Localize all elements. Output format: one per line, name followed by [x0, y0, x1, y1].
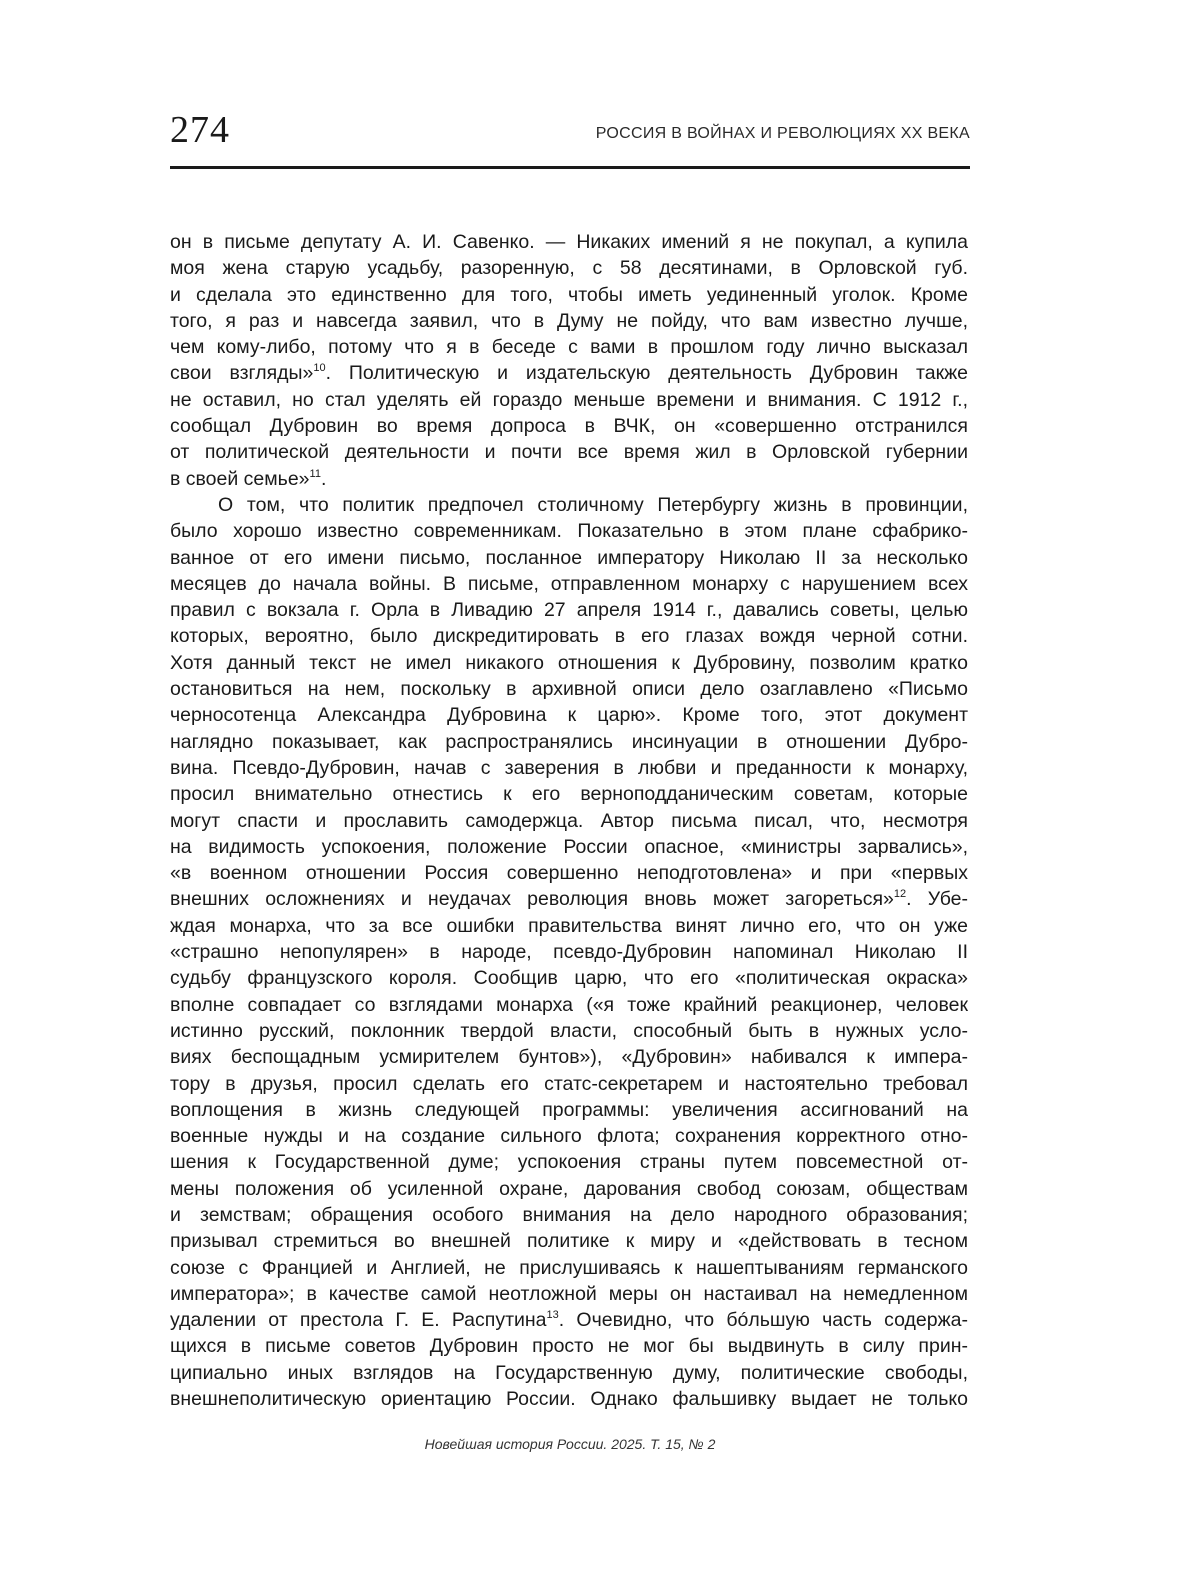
- text-line: [170, 1281, 968, 1307]
- text-line: [170, 781, 968, 807]
- line-text: от политической деятельности и почти все время жил в Орловской губернии: [170, 441, 968, 464]
- line-text: остановиться на нем, поскольку в архивной описи дело озаглавлено «Письмо: [170, 678, 968, 701]
- text-line: [170, 413, 968, 439]
- line-text: ванное от его имени письмо, посланное императору Николаю II за несколько: [170, 546, 968, 569]
- line-text: военные нужды и на создание сильного флота; сохранения корректного отно-: [170, 1125, 968, 1148]
- text-line: [170, 597, 968, 623]
- line-text: удалении от престола Г. Е. Распутина: [170, 1309, 547, 1332]
- line-text: ципиально иных взглядов на Государственную думу, политические свободы,: [170, 1361, 968, 1384]
- text-line: [170, 729, 968, 755]
- line-text: тору в друзья, просил сделать его статс-секретарем и настоятельно требовал: [170, 1072, 968, 1095]
- line-text: Хотя данный текст не имел никакого отношения к Дубровину, позволим кратко: [170, 651, 968, 674]
- text-line: [170, 913, 968, 939]
- text-line: [170, 886, 968, 912]
- text-line: [170, 808, 968, 834]
- text-line: [170, 860, 968, 886]
- footnote-ref[interactable]: 10: [313, 362, 326, 375]
- text-line: [170, 387, 968, 413]
- text-line: [170, 676, 968, 702]
- line-text: вполне совпадает со взглядами монарха («я тоже крайний реакционер, человек: [170, 993, 968, 1016]
- line-text: черносотенца Александра Дубровина к царю». Кроме того, этот документ: [170, 704, 968, 727]
- text-line: [170, 650, 968, 676]
- text-line: [170, 308, 968, 334]
- line-text: мены положения об усиленной охране, дарования свобод союзам, обществам: [170, 1177, 968, 1200]
- text-line: [170, 1018, 968, 1044]
- line-text: того, я раз и навсегда заявил, что в Думу не пойду, что вам известно лучше,: [170, 309, 968, 332]
- line-text: «в военном отношении Россия совершенно неподготовлена» и при «первых: [170, 862, 968, 885]
- text-line: [170, 545, 968, 571]
- text-line: [170, 1307, 968, 1333]
- footnote-ref[interactable]: 11: [309, 467, 321, 480]
- text-line: [170, 755, 968, 781]
- header-rule: [170, 166, 970, 169]
- line-text-continued: . Убе-: [906, 888, 968, 911]
- line-text-continued: . Политическую и издательскую деятельность Дубровин также: [325, 362, 968, 385]
- line-text: свои взгляды»: [170, 362, 314, 385]
- line-text: на видимость успокоения, положение России опасное, «министры зарвались»,: [170, 835, 968, 858]
- line-text-continued: .: [320, 467, 327, 490]
- line-text: союзе с Францией и Англией, не прислушиваясь к нашептываниям германского: [170, 1256, 968, 1279]
- line-text: и сделала это единственно для того, чтобы иметь уединенный уголок. Кроме: [170, 283, 968, 306]
- page-header: [170, 108, 970, 168]
- line-text: вина. Псевдо-Дубровин, начав с заверения в любви и преданности к монарху,: [170, 756, 968, 779]
- line-text: наглядно показывает, как распространялись инсинуации в отношении Дубро-: [170, 730, 968, 753]
- line-text: правил с вокзала г. Орла в Ливадию 27 апреля 1914 г., давались советы, целью: [170, 599, 968, 622]
- line-text: «страшно непопулярен» в народе, псевдо-Дубровин напоминал Николаю II: [170, 941, 968, 964]
- line-text: внешних осложнениях и неудачах революция вновь может загореться»: [170, 888, 894, 911]
- journal-citation: Новейшая история России. 2025. Т. 15, № 2: [424, 1436, 716, 1452]
- text-line: [170, 466, 968, 492]
- text-line: [170, 623, 968, 649]
- line-text: О том, что политик предпочел столичному Петербургу жизнь в провинции,: [218, 493, 968, 516]
- line-text: могут спасти и прославить самодержца. Автор письма писал, что, несмотря: [170, 809, 968, 832]
- text-line: [170, 1123, 968, 1149]
- page-number: 274: [170, 109, 230, 151]
- line-text: ждая монарха, что за все ошибки правительства винят лично его, что он уже: [170, 914, 968, 937]
- footnote-ref[interactable]: 13: [546, 1309, 559, 1322]
- text-line: [170, 255, 968, 281]
- line-text: шения к Государственной думе; успокоения страны путем повсеместной от-: [170, 1151, 968, 1174]
- line-text: моя жена старую усадьбу, разоренную, с 58 десятинами, в Орловской губ.: [170, 257, 968, 280]
- line-text: истинно русский, поклонник твердой власти, способный быть в нужных усло-: [170, 1019, 968, 1042]
- text-line: [170, 1176, 968, 1202]
- text-line: [170, 1097, 968, 1123]
- article-body: [170, 229, 968, 1412]
- line-text: месяцев до начала войны. В письме, отправленном монарху с нарушением всех: [170, 572, 968, 595]
- text-line: [170, 334, 968, 360]
- text-line: [170, 702, 968, 728]
- text-line: [170, 1360, 968, 1386]
- line-text: сообщал Дубровин во время допроса в ВЧК, он «совершенно отстранился: [170, 415, 968, 438]
- line-text: он в письме депутату А. И. Савенко. — Никаких имений я не покупал, а купила: [170, 231, 968, 253]
- line-text: просил внимательно отнестись к его верноподданическим советам, которые: [170, 783, 968, 806]
- running-head: РОССИЯ В ВОЙНАХ И РЕВОЛЮЦИЯХ XX ВЕКА: [595, 125, 970, 142]
- text-line: [170, 1333, 968, 1359]
- text-line: [170, 834, 968, 860]
- line-text-continued: . Очевидно, что бóльшую часть содержа-: [558, 1309, 968, 1332]
- text-line: [170, 939, 968, 965]
- text-line: [170, 1228, 968, 1254]
- text-line: [170, 1071, 968, 1097]
- footnote-ref[interactable]: 12: [893, 888, 907, 901]
- text-line: [170, 1044, 968, 1070]
- line-text: виях беспощадным усмирителем бунтов»), «Дубровин» набивался к импера-: [170, 1046, 968, 1069]
- line-text: в своей семье»: [170, 467, 310, 490]
- text-line: [170, 965, 968, 991]
- text-line: [170, 439, 968, 465]
- line-text: и земствам; обращения особого внимания на дело народного образования;: [170, 1203, 968, 1226]
- text-line: [170, 360, 968, 386]
- text-line: [170, 992, 968, 1018]
- text-line: [170, 282, 968, 308]
- text-line: [170, 1149, 968, 1175]
- text-line: [170, 229, 968, 255]
- line-text: воплощения в жизнь следующей программы: увеличения ассигнований на: [170, 1098, 968, 1121]
- text-line: [170, 1386, 968, 1412]
- line-text: щихся в письме советов Дубровин просто не мог бы выдвинуть в силу прин-: [170, 1335, 968, 1358]
- line-text: внешнеполитическую ориентацию России. Однако фальшивку выдает не только: [170, 1388, 968, 1411]
- text-line: [170, 571, 968, 597]
- line-text: судьбу французского короля. Сообщив царю, что его «политическая окраска»: [170, 967, 968, 990]
- line-text: призывал стремиться во внешней политике к миру и «действовать в тесном: [170, 1230, 968, 1253]
- line-text: чем кому-либо, потому что я в беседе с вами в прошлом году лично высказал: [170, 336, 968, 359]
- line-text: которых, вероятно, было дискредитировать в его глазах вождя черной сотни.: [170, 625, 968, 648]
- text-line: [170, 1255, 968, 1281]
- text-line: [170, 1202, 968, 1228]
- line-text: не оставил, но стал уделять ей гораздо меньше времени и внимания. С 1912 г.,: [170, 388, 968, 411]
- line-text: было хорошо известно современникам. Показательно в этом плане сфабрико-: [170, 520, 968, 543]
- line-text: императора»; в качестве самой неотложной меры он настаивал на немедленном: [170, 1282, 968, 1305]
- text-line: [170, 492, 968, 518]
- text-line: [170, 518, 968, 544]
